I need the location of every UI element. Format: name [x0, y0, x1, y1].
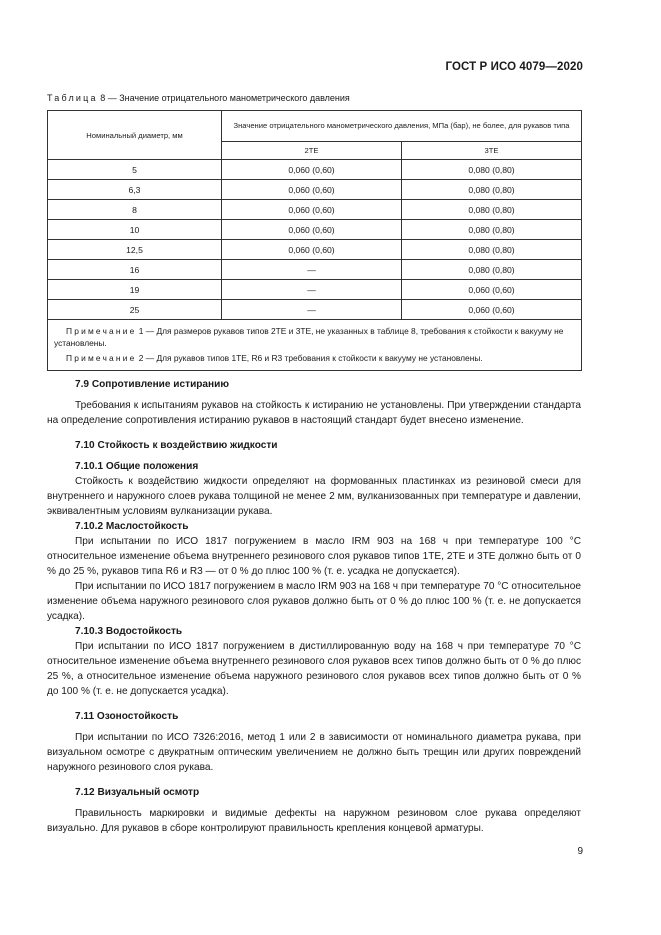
- table-caption: [47, 93, 350, 103]
- document-body: [47, 377, 581, 836]
- cell-3te: 0,080 (0,80): [401, 180, 581, 200]
- table-row: [48, 240, 582, 260]
- table-row: [48, 160, 582, 180]
- cell-diameter: 10: [48, 220, 222, 240]
- cell-diameter: 19: [48, 280, 222, 300]
- cell-2te: 0,060 (0,60): [222, 200, 402, 220]
- col-header-2te: 2ТЕ: [222, 141, 402, 159]
- section-7-10-2-title: 7.10.2 Маслостойкость: [75, 521, 189, 532]
- table-notes-row: [48, 320, 582, 371]
- cell-2te: 0,060 (0,60): [222, 220, 402, 240]
- section-7-10-3-title: 7.10.3 Водостойкость: [75, 626, 183, 637]
- section-7-10-2-paragraph-1: При испытании по ИСО 1817 погружением в масло IRM 903 на 168 ч при температуре 100 °С относительное изменение объема внутреннего резинового слоя рукавов типов 1ТЕ, 2ТЕ и 3ТЕ должно быть от 0 % до 25 %, рукавов типа R6 и R3 — от 0 % до плюс 100 % (т. е. усадка не допускается).: [47, 536, 581, 577]
- cell-3te: 0,080 (0,80): [401, 220, 581, 240]
- table-caption-label: Таблица: [47, 93, 98, 103]
- section-7-9-paragraph: Требования к испытаниям рукавов на стойкость к истиранию не установлены. При утверждении стандарта на определение сопротивления истиранию рукавов в настоящий стандарт будет внесено изменение.: [47, 400, 581, 426]
- note-2-text: 2 — Для рукавов типов 1ТЕ, R6 и R3 требования к стойкости к вакууму не установлены.: [136, 353, 483, 363]
- section-7-10-3-paragraph: При испытании по ИСО 1817 погружением в дистиллированную воду на 168 ч при температуре 70 °С относительное изменение объема внутреннего резинового слоя рукавов всех типов должно быть от 0 % до плюс 25 %, а относительное изменение объема наружного резинового слоя рукавов всех типов должно быть от 0 % до 100 % (т. е. не допускается усадка).: [47, 641, 581, 697]
- cell-2te: 0,060 (0,60): [222, 240, 402, 260]
- table-row: [48, 180, 582, 200]
- cell-3te: 0,080 (0,80): [401, 260, 581, 280]
- section-7-11-title: 7.11 Озоностойкость: [75, 711, 179, 722]
- table-row: [48, 200, 582, 220]
- cell-2te: —: [222, 260, 402, 280]
- table-row: [48, 300, 582, 320]
- col-header-pressure-value: Значение отрицательного манометрического давления, МПа (бар), не более, для рукавов типа: [222, 111, 582, 142]
- note-1-label: Примечание: [66, 326, 137, 336]
- pressure-table: [47, 110, 582, 371]
- table-row: [48, 280, 582, 300]
- page-number: 9: [577, 846, 583, 857]
- table-note-1: [54, 325, 575, 349]
- table-row: [48, 220, 582, 240]
- cell-3te: 0,060 (0,60): [401, 300, 581, 320]
- cell-diameter: 8: [48, 200, 222, 220]
- table-caption-text: 8 — Значение отрицательного манометрического давления: [97, 93, 350, 103]
- cell-diameter: 12,5: [48, 240, 222, 260]
- cell-2te: 0,060 (0,60): [222, 160, 402, 180]
- section-7-11-paragraph: При испытании по ИСО 7326:2016, метод 1 или 2 в зависимости от номинального диаметра рукава, при визуальном осмотре с двукратным оптическим увеличением не должно быть трещин или других повреждений наружного резинового слоя рукава.: [47, 732, 581, 773]
- section-7-10-title: 7.10 Стойкость к воздействию жидкости: [75, 440, 278, 451]
- note-1-text: 1 — Для размеров рукавов типов 2ТЕ и 3ТЕ, не указанных в таблице 8, требования к стойкости к вакууму не установлены.: [54, 326, 564, 348]
- section-7-10-1-paragraph: Стойкость к воздействию жидкости определяют на формованных пластинках из резиновой смеси для внутреннего и наружного слоев рукава толщиной не менее 2 мм, вулканизованных при температуре и давлении, эквивалентным условиям вулканизации рукава.: [47, 476, 581, 517]
- section-7-12-paragraph: Правильность маркировки и видимые дефекты на наружном резиновом слое рукава определяют визуально. Для рукавов в сборе контролируют правильность крепления концевой арматуры.: [47, 808, 581, 834]
- standard-designation: ГОСТ Р ИСО 4079—2020: [445, 61, 583, 73]
- cell-diameter: 16: [48, 260, 222, 280]
- cell-3te: 0,080 (0,80): [401, 240, 581, 260]
- col-header-3te: 3ТЕ: [401, 141, 581, 159]
- cell-diameter: 6,3: [48, 180, 222, 200]
- section-7-12-title: 7.12 Визуальный осмотр: [75, 787, 200, 798]
- section-7-10-2-paragraph-2: При испытании по ИСО 1817 погружением в масло IRM 903 на 168 ч при температуре 70 °С относительное изменение объема наружного резинового слоя рукавов должно быть от 0 % до плюс 100 % (т. е. не допускается усадка).: [47, 581, 581, 622]
- cell-diameter: 25: [48, 300, 222, 320]
- col-header-nominal-diameter: Номинальный диаметр, мм: [48, 111, 222, 160]
- table-notes: [48, 320, 582, 371]
- note-2-label: Примечание: [66, 353, 137, 363]
- cell-2te: 0,060 (0,60): [222, 180, 402, 200]
- section-7-9-title: 7.9 Сопротивление истиранию: [75, 379, 229, 390]
- table-row: [48, 260, 582, 280]
- cell-diameter: 5: [48, 160, 222, 180]
- table-note-2: [54, 352, 575, 364]
- cell-3te: 0,080 (0,80): [401, 160, 581, 180]
- cell-3te: 0,080 (0,80): [401, 200, 581, 220]
- section-7-10-1-title: 7.10.1 Общие положения: [75, 461, 199, 472]
- cell-3te: 0,060 (0,60): [401, 280, 581, 300]
- cell-2te: —: [222, 300, 402, 320]
- cell-2te: —: [222, 280, 402, 300]
